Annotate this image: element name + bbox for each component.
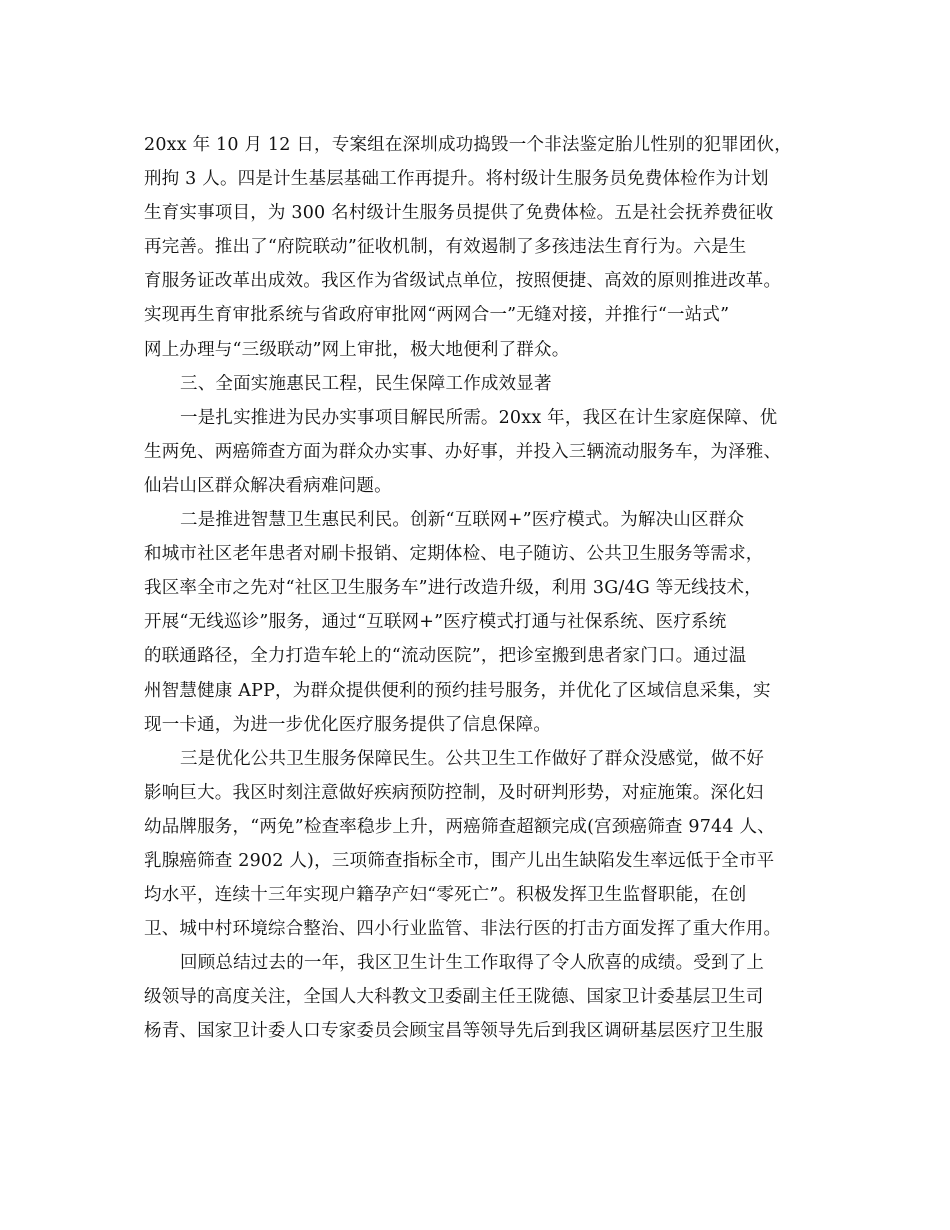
- text-line: 再完善。推出了“府院联动”征收机制，有效遏制了多孩违法生育行为。六是生: [144, 237, 747, 258]
- text-line: 乳腺癌筛查 2902 人)，三项筛查指标全市，围产儿出生缺陷发生率远低于全市平: [144, 850, 775, 871]
- text-line: 生两免、两癌筛查方面为群众办实事、办好事，并投入三辆流动服务车，为泽雅、: [144, 441, 782, 462]
- text-line: 育服务证改革出成效。我区作为省级试点单位，按照便捷、高效的原则推进改革。: [144, 271, 782, 292]
- text-line: 20xx 年 10 月 12 日，专案组在深圳成功捣毁一个非法鉴定胎儿性别的犯罪团伙，: [144, 135, 792, 155]
- paragraph-first-line: 二是推进智慧卫生惠民利民。创新“互联网+”医疗模式。为解决山区群众: [180, 510, 745, 531]
- text-line: 级领导的高度关注，全国人大科教文卫委副主任王陇德、国家卫计委基层卫生司: [144, 987, 764, 1008]
- text-line: 卫、城中村环境综合整治、四小行业监管、非法行医的打击方面发挥了重大作用。: [144, 919, 782, 940]
- paragraph-first-line: 三是优化公共卫生服务保障民生。公共卫生工作做好了群众没感觉，做不好: [180, 748, 765, 769]
- text-line: 现一卡通，为进一步优化医疗服务提供了信息保障。: [144, 714, 552, 735]
- text-line: 开展“无线巡诊”服务，通过“互联网+”医疗模式打通与社保系统、医疗系统: [144, 612, 727, 633]
- text-line: 的联通路径，全力打造车轮上的“流动医院”，把诊室搬到患者家门口。通过温: [144, 646, 747, 667]
- section-heading: 三、全面实施惠民工程，民生保障工作成效显著: [180, 373, 552, 394]
- text-line: 刑拘 3 人。四是计生基层基础工作再提升。将村级计生服务员免费体检作为计划: [144, 169, 769, 190]
- text-line: 生育实事项目，为 300 名村级计生服务员提供了免费体检。五是社会抚养费征收: [144, 203, 774, 224]
- paragraph-first-line: 一是扎实推进为民办实事项目解民所需。20xx 年，我区在计生家庭保障、优: [180, 407, 778, 428]
- text-line: 幼品牌服务，“两免”检查率稳步上升，两癌筛查超额完成(宫颈癌筛查 9744 人、: [144, 816, 775, 837]
- document-body: [144, 128, 824, 1049]
- text-line: 均水平，连续十三年实现户籍孕产妇“零死亡”。积极发挥卫生监督职能，在创: [144, 885, 747, 906]
- paragraph-first-line: 回顾总结过去的一年，我区卫生计生工作取得了令人欣喜的成绩。受到了上: [180, 953, 765, 974]
- text-line: 州智慧健康 APP，为群众提供便利的预约挂号服务，并优化了区域信息采集，实: [144, 680, 771, 701]
- text-line: 和城市社区老年患者对刷卡报销、定期体检、电子随访、公共卫生服务等需求，: [144, 544, 764, 565]
- text-line: 我区率全市之先对“社区卫生服务车”进行改造升级，利用 3G/4G 等无线技术，: [144, 578, 762, 599]
- text-line: 仙岩山区群众解决看病难问题。: [144, 475, 392, 496]
- text-line: 杨青、国家卫计委人口专家委员会顾宝昌等领导先后到我区调研基层医疗卫生服: [144, 1021, 764, 1042]
- text-line: 影响巨大。我区时刻注意做好疾病预防控制，及时研判形势，对症施策。深化妇: [144, 782, 764, 803]
- text-line: 实现再生育审批系统与省政府审批网“两网合一”无缝对接，并推行“一站式”: [144, 305, 730, 326]
- text-line: 网上办理与“三级联动”网上审批，极大地便利了群众。: [144, 339, 570, 360]
